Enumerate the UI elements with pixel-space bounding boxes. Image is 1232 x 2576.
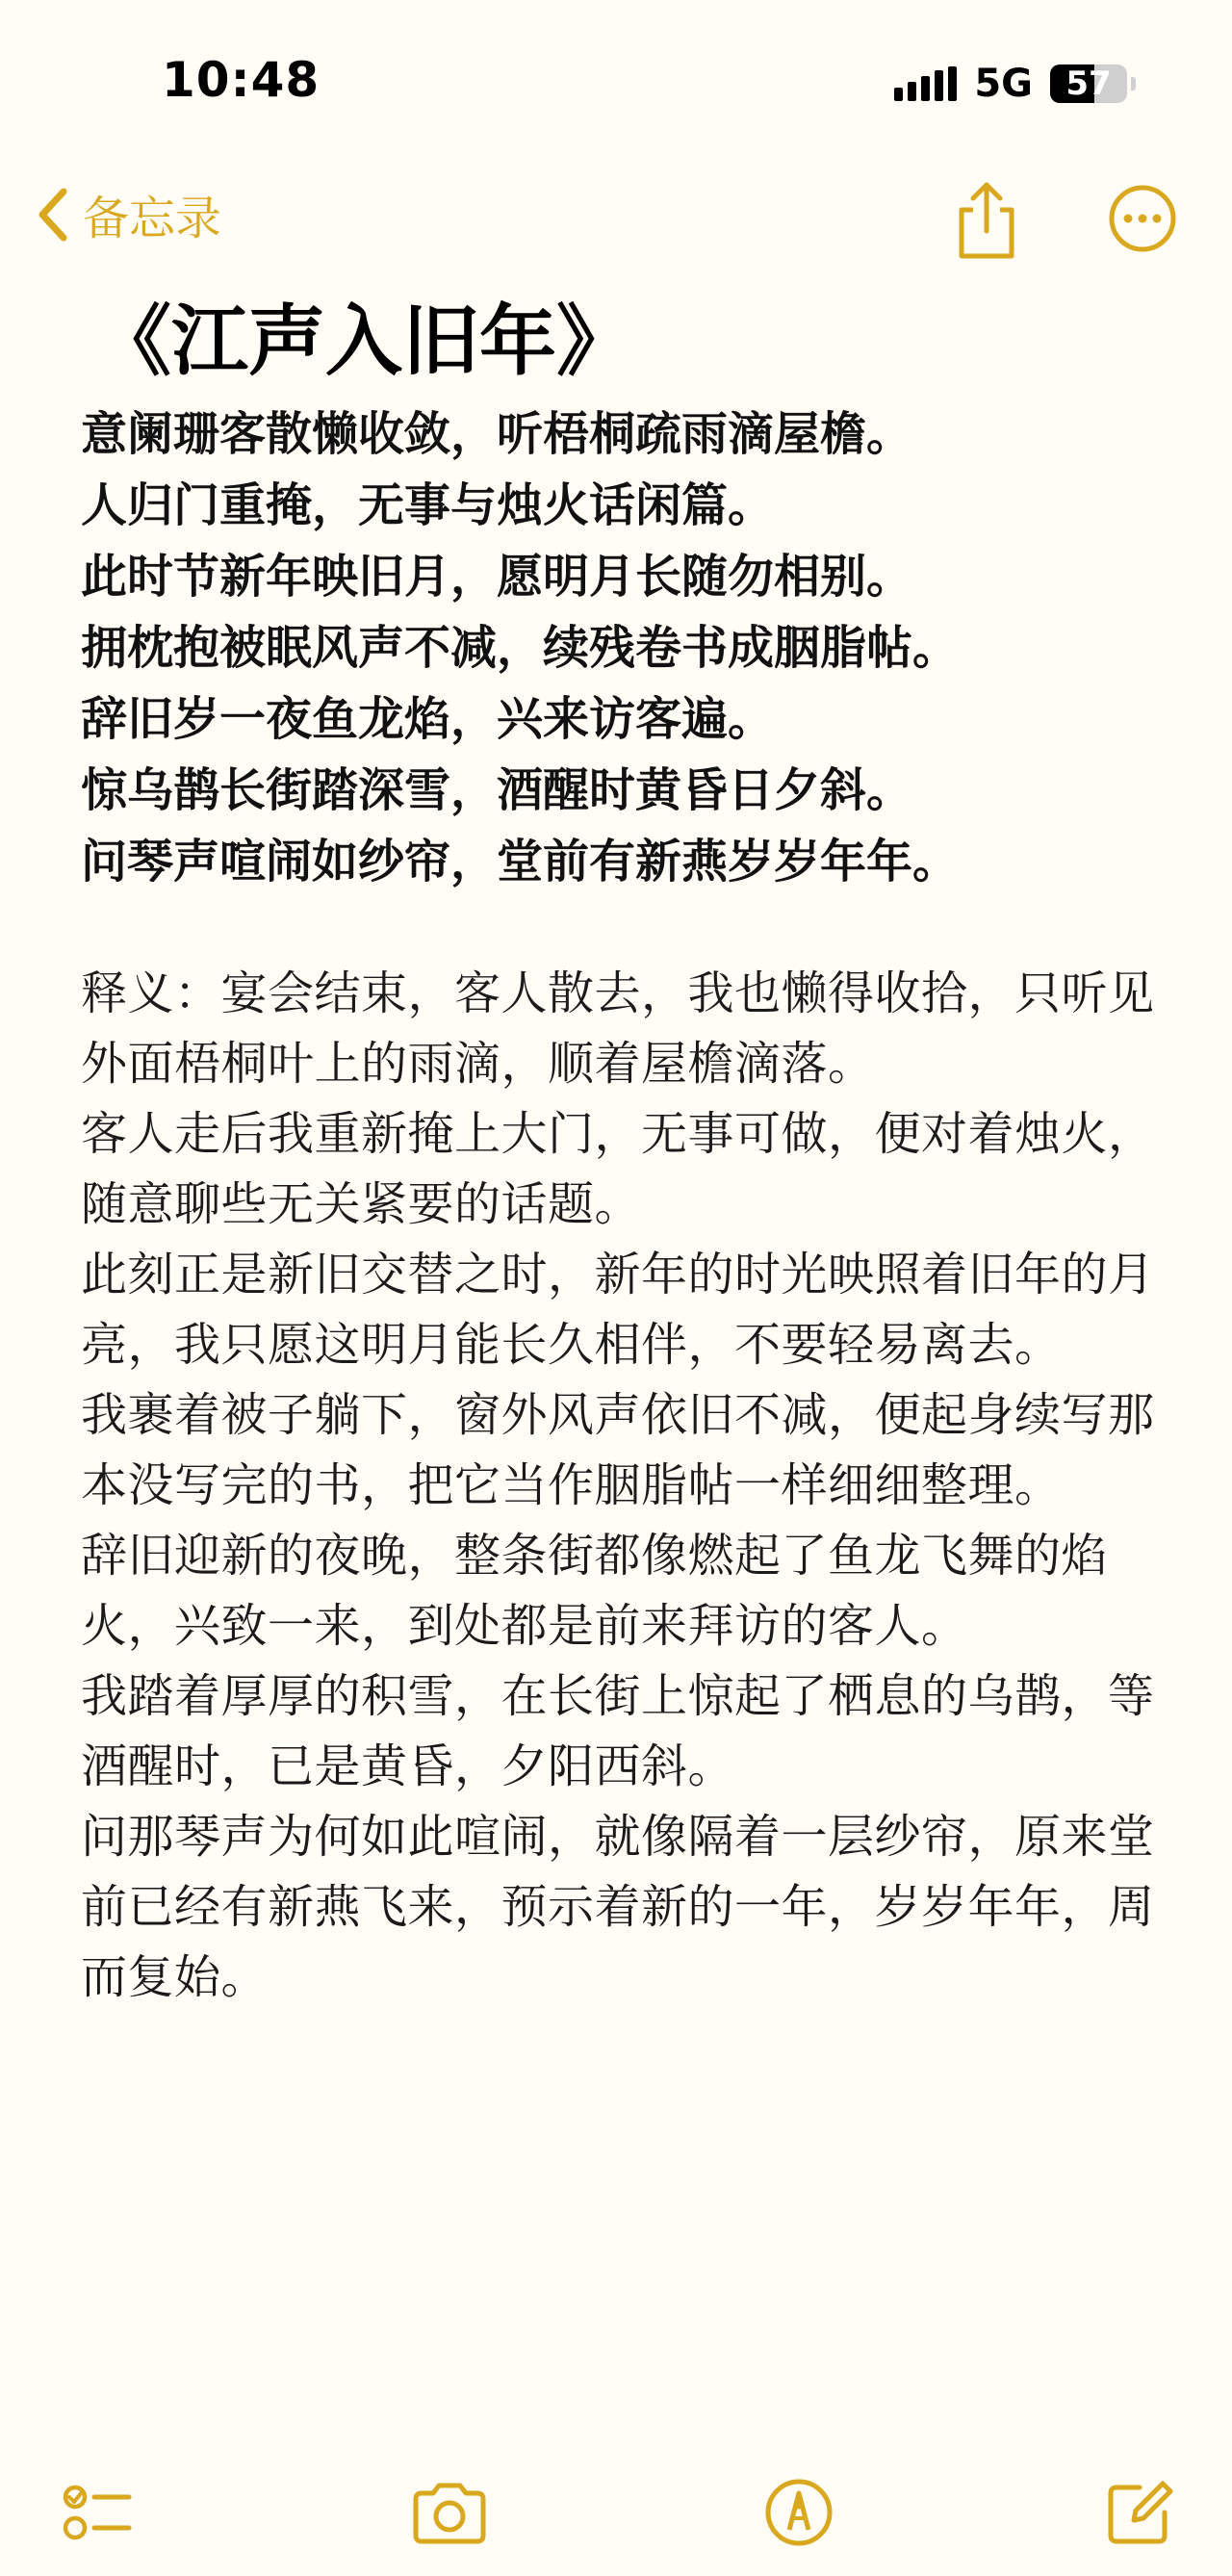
note-title[interactable]: 《江声入旧年》 [94,296,633,386]
note-body[interactable] [81,289,1159,2013]
markup-button[interactable] [760,2474,837,2551]
poem [81,399,1159,897]
poem-line: 问琴声喧闹如纱帘，堂前有新燕岁岁年年。 [81,835,960,889]
explanation-paragraph: 问那琴声为何如此喧闹，就像隔着一层纱帘，原来堂前已经有新燕飞来，预示着新的一年，岁岁年年，周而复始。 [81,1810,1155,2004]
explanation-paragraph: 我踏着厚厚的积雪，在长街上惊起了栖息的乌鹊，等酒醒时，已是黄昏，夕阳西斜。 [81,1669,1155,1793]
battery-cap [1131,77,1136,90]
more-icon [1107,240,1178,258]
status-bar [0,0,1232,164]
compose-icon [1101,2474,1178,2551]
compose-button[interactable] [1101,2474,1178,2551]
share-button[interactable] [948,177,1025,268]
signal-icon [894,66,957,101]
camera-button[interactable] [408,2474,491,2551]
battery-percent: 57 [1065,64,1112,103]
chevron-left-icon [35,186,69,244]
share-icon [948,249,1025,268]
explanation-paragraph: 辞旧迎新的夜晚，整条街都像燃起了鱼龙飞舞的焰火，兴致一来，到处都是前来拜访的客人。 [81,1529,1109,1653]
status-indicators [894,62,1136,106]
explanation-paragraph: 此刻正是新旧交替之时，新年的时光映照着旧年的月亮，我只愿这明月能长久相伴，不要轻易离去。 [81,1248,1155,1372]
explanation-paragraph: 释义：宴会结束，客人散去，我也懒得收拾，只听见外面梧桐叶上的雨滴，顺着屋檐滴落。 [81,966,1155,1091]
status-time: 10:48 [162,52,321,108]
explanation [81,959,1159,2013]
checklist-button[interactable] [60,2474,137,2551]
battery-icon [1050,64,1127,103]
poem-line: 意阑珊客散懒收敛，听梧桐疏雨滴屋檐。 [81,407,913,461]
poem-line: 此时节新年映旧月，愿明月长随勿相别。 [81,550,913,604]
more-button[interactable] [1107,183,1178,258]
explanation-paragraph: 客人走后我重新掩上大门，无事可做，便对着烛火，随意聊些无关紧要的话题。 [81,1107,1155,1231]
poem-line: 惊乌鹊长街踏深雪，酒醒时黄昏日夕斜。 [81,763,913,817]
poem-line: 拥枕抱被眠风声不减，续残卷书成胭脂帖。 [81,621,960,675]
camera-icon [408,2474,491,2551]
nav-bar [0,164,1232,289]
poem-line: 辞旧岁一夜鱼龙焰，兴来访客遍。 [81,692,775,746]
back-label: 备忘录 [83,192,222,245]
checklist-icon [60,2474,137,2551]
markup-icon [760,2474,837,2551]
network-label: 5G [974,62,1033,106]
explanation-paragraph: 我裹着被子躺下，窗外风声依旧不减，便起身续写那本没写完的书，把它当作胭脂帖一样细细整理。 [81,1388,1155,1512]
poem-line: 人归门重掩，无事与烛火话闲篇。 [81,478,775,532]
back-button[interactable] [35,181,221,247]
bottom-toolbar [0,2464,1232,2576]
